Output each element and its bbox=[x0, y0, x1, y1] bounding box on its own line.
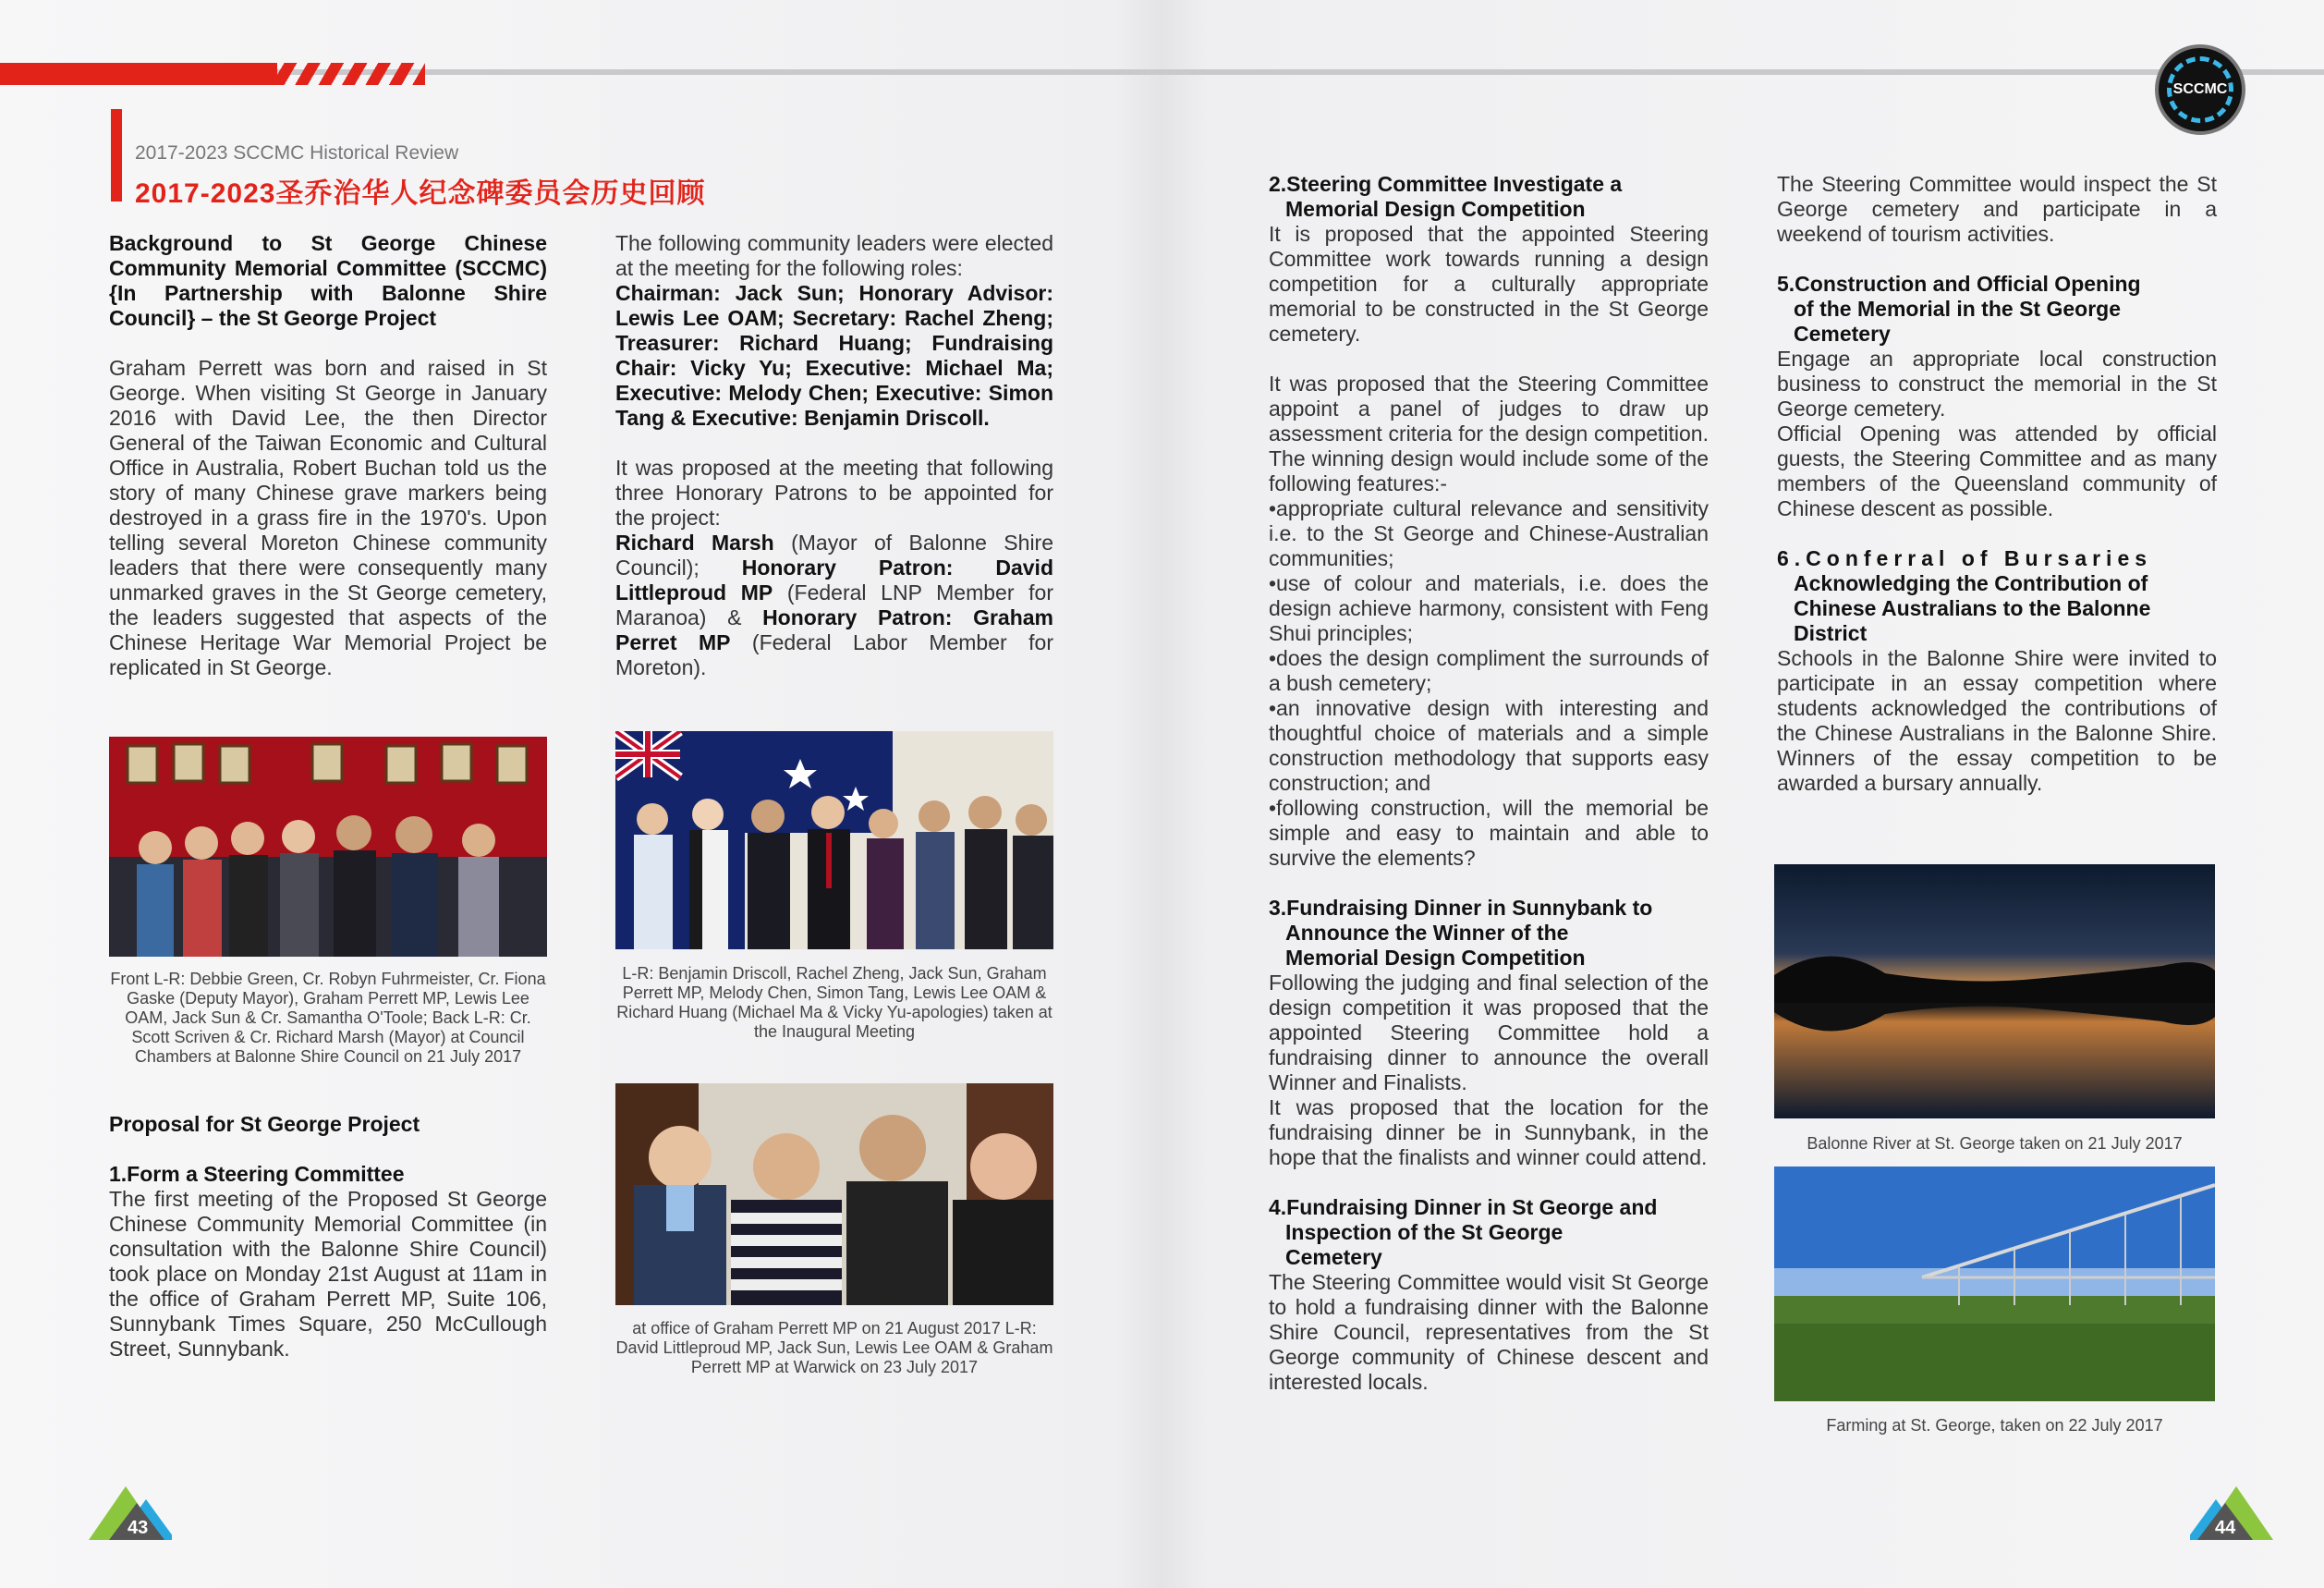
logo-text: SCCMC bbox=[2172, 81, 2228, 97]
s3-heading-l3: Memorial Design Competition bbox=[1285, 946, 1586, 970]
s4-p1: The Steering Committee would visit St George to hold a fundraising dinner with the Balonne Shire Council, representatives from the St George community of Chinese descent and interested locals. bbox=[1269, 1270, 1709, 1394]
office-meeting-photo bbox=[615, 1083, 1053, 1305]
page-number-left: 43 bbox=[128, 1518, 149, 1538]
office-meeting-caption: at office of Graham Perrett MP on 21 August 2017 L-R: David Littleproud MP, Jack Sun, Lewis Lee OAM & Graham Perrett MP at Warwick on 23 July 2017 bbox=[615, 1319, 1053, 1376]
s6-heading-l1: 6.Conferral of Bursaries bbox=[1777, 546, 2153, 570]
s5-heading-l3: Cemetery bbox=[1794, 322, 1891, 346]
sccmc-logo bbox=[2155, 44, 2245, 135]
title-accent-bar bbox=[111, 109, 122, 202]
patron2-name: Honorary Patron: David Littleproud MP bbox=[615, 556, 1053, 605]
review-title-cn: 2017-2023圣乔治华人纪念碑委员会历史回顾 bbox=[135, 178, 706, 209]
page-badge-left bbox=[89, 1483, 172, 1547]
header-red-bar bbox=[0, 63, 277, 85]
council-chambers-caption: Front L-R: Debbie Green, Cr. Robyn Fuhrmeister, Cr. Fiona Gaske (Deputy Mayor), Graham Perrett MP, Lewis Lee OAM, Jack Sun & Cr. Samantha O'Toole; Back L-R: Cr. Scott Scriven & Cr. Richard Marsh (Mayor) at Council Chambers at Balonne Shire Council on 21 July 2017 bbox=[110, 970, 546, 1066]
header-red-stripes bbox=[277, 63, 425, 85]
roles-list: Chairman: Jack Sun; Honorary Advisor: Lewis Lee OAM; Secretary: Rachel Zheng; Treasurer: Richard Huang; Fundraising Chair: Vicky Yu; Executive: Michael Ma; Executive: Melody Chen; Executive: Simon Tang & Executive: Benjamin Driscoll. bbox=[615, 281, 1053, 430]
s5-p2: Official Opening was attended by official guests, the Steering Committee and as many members of the Queensland community of Chinese descent as possible. bbox=[1777, 421, 2217, 520]
balonne-river-caption: Balonne River at St. George taken on 21 July 2017 bbox=[1807, 1134, 2183, 1153]
patron3-role: (Federal Labor Member for Moreton). bbox=[615, 630, 1053, 679]
s2-p1: It is proposed that the appointed Steering Committee work towards running a design competition for a culturally appropriate memorial to be constructed in the St George cemetery. bbox=[1269, 222, 1709, 346]
s2-bullet-5: •following construction, will the memorial be simple and easy to maintain and able to survive the elements? bbox=[1269, 796, 1709, 870]
review-title-en: 2017-2023 SCCMC Historical Review bbox=[135, 142, 459, 164]
farming-caption: Farming at St. George, taken on 22 July 2017 bbox=[1826, 1416, 2163, 1435]
s4-heading-l3: Cemetery bbox=[1285, 1245, 1382, 1269]
s3-heading-l1: 3.Fundraising Dinner in Sunnybank to bbox=[1269, 896, 1653, 920]
patron3-name: Honorary Patron: Graham Perret MP bbox=[615, 605, 1054, 654]
section1-heading: 1.Form a Steering Committee bbox=[109, 1162, 405, 1186]
s2-heading-l1: 2.Steering Committee Investigate a bbox=[1269, 172, 1623, 196]
s4-heading-l2: Inspection of the St George bbox=[1285, 1220, 1564, 1244]
proposal-heading: Proposal for St George Project bbox=[109, 1112, 420, 1136]
s4-heading-l1: 4.Fundraising Dinner in St George and bbox=[1269, 1195, 1658, 1219]
roles-intro: The following community leaders were elected at the meeting for the following roles: bbox=[615, 231, 1053, 280]
s2-bullet-1: •appropriate cultural relevance and sensitivity i.e. to the St George and Chinese-Australian communities; bbox=[1269, 496, 1709, 570]
right-page-column-2 bbox=[1777, 172, 2217, 821]
s6-heading-l4: District bbox=[1794, 621, 1868, 645]
background-heading: Background to St George Chinese Community Memorial Committee (SCCMC) {In Partnership with Balonne Shire Council} – the St George Project bbox=[109, 231, 547, 330]
patrons-paragraph bbox=[615, 456, 1053, 680]
patrons-intro: It was proposed at the meeting that following three Honorary Patrons to be appointed for the project: bbox=[615, 456, 1053, 530]
s5-heading-l1: 5.Construction and Official Opening bbox=[1777, 272, 2141, 296]
patron2-role: (Federal LNP Member for Maranoa) & bbox=[615, 580, 1053, 629]
background-body: Graham Perrett was born and raised in St George. When visiting St George in January 2016 with David Lee, the then Director General of the Taiwan Economic and Cultural Office in Australia, Robert Buchan told us the story of many Chinese grave markers being destroyed in a grass fire in the 1970's. Upon telling several Moreton Chinese community leaders that there were consequently many unmarked graves in the St George cemetery, the leaders suggested that aspects of the Chinese Heritage War Memorial Project be replicated in St George. bbox=[109, 356, 547, 679]
inaugural-meeting-caption: L-R: Benjamin Driscoll, Rachel Zheng, Jack Sun, Graham Perrett MP, Melody Chen, Simon Tang, Lewis Lee OAM & Richard Huang (Michael Ma & Vicky Yu-apologies) taken at the Inaugural Meeting bbox=[616, 964, 1052, 1041]
farming-photo bbox=[1774, 1167, 2215, 1401]
section1-body: The first meeting of the Proposed St George Chinese Community Memorial Committee (in consultation with the Balonne Shire Council) took place on Monday 21st August at 11am in the office of Graham Perrett MP, Suite 106, Sunnybank Times Square, 250 McCullough Street, Sunnybank. bbox=[109, 1187, 547, 1361]
page-number-right: 44 bbox=[2215, 1518, 2236, 1538]
inaugural-meeting-photo bbox=[615, 731, 1053, 949]
patron1-role: (Mayor of Balonne Shire Council); bbox=[615, 531, 1054, 580]
left-page-column-1-lower bbox=[109, 1112, 547, 1386]
left-page-column-1 bbox=[109, 231, 547, 705]
s6-heading-l3: Chinese Australians to the Balonne bbox=[1794, 596, 2151, 620]
s3-heading-l2: Announce the Winner of the bbox=[1285, 921, 1569, 945]
council-chambers-photo bbox=[109, 737, 547, 957]
s2-bullet-2: •use of colour and materials, i.e. does the design achieve harmony, consistent with Feng Shui principles; bbox=[1269, 571, 1709, 645]
s2-p2: It was proposed that the Steering Committee appoint a panel of judges to draw up assessment criteria for the design competition. The winning design would include some of the following features:- bbox=[1269, 372, 1709, 495]
s5-p1: Engage an appropriate local construction business to construct the memorial in the St George cemetery. bbox=[1777, 347, 2217, 421]
s6-p1: Schools in the Balonne Shire were invited to participate in an essay competition where students acknowledged the contributions of the Chinese Australians in the Balonne Shire. Winners of the essay competition to be awarded a bursary annually. bbox=[1777, 646, 2217, 795]
left-page-column-2 bbox=[615, 231, 1053, 705]
page-badge-right bbox=[2190, 1483, 2273, 1547]
s2-bullet-3: •does the design compliment the surrounds of a bush cemetery; bbox=[1269, 646, 1709, 695]
patron1-name: Richard Marsh bbox=[615, 531, 774, 555]
s6-heading-l2: Acknowledging the Contribution of bbox=[1794, 571, 2148, 595]
s2-bullet-4: •an innovative design with interesting and thoughtful choice of materials and a simple construction methodology that supports easy construction; and bbox=[1269, 696, 1709, 795]
s2-heading-l2: Memorial Design Competition bbox=[1285, 197, 1586, 221]
right-page-column-1 bbox=[1269, 172, 1709, 1420]
s4-continued: The Steering Committee would inspect the St George cemetery and participate in a weekend of tourism activities. bbox=[1777, 172, 2217, 246]
s3-p1: Following the judging and final selection of the design competition it was proposed that the appointed Steering Committee hold a fundraising dinner to announce the overall Winner and Finalists. bbox=[1269, 971, 1709, 1094]
s5-heading-l2: of the Memorial in the St George bbox=[1794, 297, 2121, 321]
s3-p2: It was proposed that the location for the fundraising dinner be in Sunnybank, in the hope that the finalists and winner could attend. bbox=[1269, 1095, 1709, 1169]
balonne-river-photo bbox=[1774, 864, 2215, 1118]
